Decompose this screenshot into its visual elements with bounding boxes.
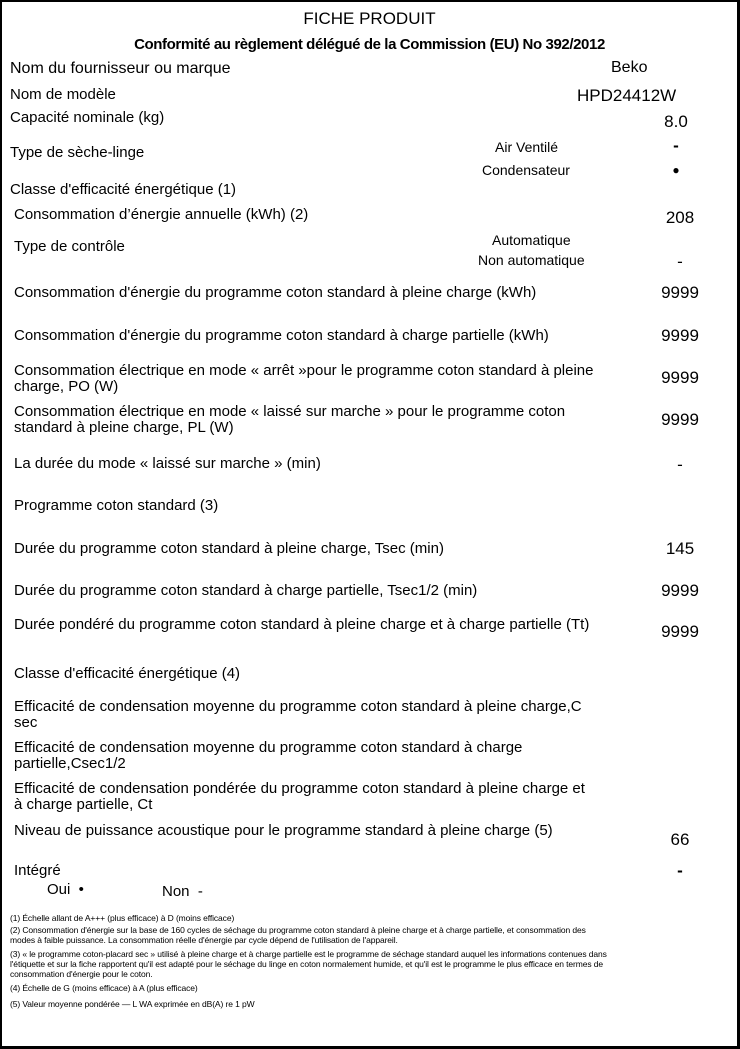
capacity-label: Capacité nominale (kg) bbox=[10, 109, 165, 126]
supplier-label: Nom du fournisseur ou marque bbox=[10, 60, 231, 77]
condenser-label: Condensateur bbox=[482, 162, 570, 178]
built-in-yes: Oui • bbox=[47, 881, 84, 898]
annual-energy-value: 208 bbox=[665, 208, 695, 227]
energy-full-value: 9999 bbox=[661, 283, 699, 302]
power-left-on-value: 9999 bbox=[661, 410, 699, 429]
energy-class-4-label: Classe d'efficacité énergétique (4) bbox=[14, 665, 241, 682]
energy-partial-value: 9999 bbox=[661, 326, 699, 345]
energy-class-label: Classe d'efficacité énergétique (1) bbox=[10, 181, 237, 198]
built-in-no: Non - bbox=[162, 883, 203, 900]
condensation-partial-label: Efficacité de condensation moyenne du programme coton standard à charge partielle,Csec1/2 bbox=[14, 739, 523, 772]
duration-weighted-value: 9999 bbox=[661, 622, 699, 641]
duration-full-label: Durée du programme coton standard à pleine charge, Tsec (min) bbox=[14, 540, 444, 557]
air-vented-label: Air Ventilé bbox=[495, 139, 559, 155]
dryer-type-label: Type de sèche-linge bbox=[10, 144, 145, 161]
footnote-5: (5) Valeur moyenne pondérée — L WA exprimée en dB(A) re 1 pW bbox=[10, 999, 255, 1009]
product-fiche bbox=[2, 2, 737, 1046]
footnote-4: (4) Échelle de G (moins efficace) à A (plus efficace) bbox=[10, 983, 198, 993]
model-value: HPD24412W bbox=[577, 86, 677, 105]
control-type-value: - bbox=[677, 252, 683, 271]
noise-label: Niveau de puissance acoustique pour le programme standard à pleine charge (5) bbox=[14, 822, 553, 839]
duration-full-value: 145 bbox=[665, 539, 695, 558]
built-in-value: - bbox=[677, 861, 683, 880]
condenser-value: ● bbox=[672, 163, 680, 177]
automatic-label: Automatique bbox=[492, 232, 571, 248]
non-automatic-label: Non automatique bbox=[478, 252, 585, 268]
footnote-2: (2) Consommation d'énergie sur la base de 160 cycles de séchage du programme coton standard à pleine charge et à charge partielle, et consommation des modes à faible puissance. La consommation réelle d'énergie par cycle dépend de l'utilisation de l'appareil. bbox=[10, 925, 586, 945]
condensation-weighted-label: Efficacité de condensation pondérée du programme coton standard à pleine charge et à charge partielle, Ct bbox=[14, 780, 585, 813]
power-off-label: Consommation électrique en mode « arrêt »pour le programme coton standard à pleine charge, PO (W) bbox=[14, 362, 594, 395]
capacity-value: 8.0 bbox=[664, 112, 688, 131]
built-in-label: Intégré bbox=[14, 862, 61, 879]
duration-partial-value: 9999 bbox=[661, 581, 699, 600]
footnote-1: (1) Échelle allant de A+++ (plus efficace) à D (moins efficace) bbox=[10, 913, 235, 923]
standard-program-label: Programme coton standard (3) bbox=[14, 497, 219, 514]
energy-partial-label: Consommation d'énergie du programme coton standard à charge partielle (kWh) bbox=[14, 327, 549, 344]
regulation-subtitle: Conformité au règlement délégué de la Commission (EU) No 392/2012 bbox=[134, 36, 605, 53]
duration-weighted-label: Durée pondéré du programme coton standard à pleine charge et à charge partielle (Tt) bbox=[14, 616, 590, 633]
duration-partial-label: Durée du programme coton standard à charge partielle, Tsec1/2 (min) bbox=[14, 582, 478, 599]
power-left-on-label: Consommation électrique en mode « laissé sur marche » pour le programme coton standard à pleine charge, PL (W) bbox=[14, 403, 566, 436]
model-label: Nom de modèle bbox=[10, 86, 116, 103]
supplier-value: Beko bbox=[611, 59, 648, 76]
left-on-duration-value: - bbox=[677, 455, 683, 474]
air-vented-value: - bbox=[673, 136, 679, 155]
page-title: FICHE PRODUIT bbox=[303, 9, 436, 28]
power-off-value: 9999 bbox=[661, 368, 699, 387]
left-on-duration-label: La durée du mode « laissé sur marche » (min) bbox=[14, 455, 321, 472]
energy-full-label: Consommation d'énergie du programme coton standard à pleine charge (kWh) bbox=[14, 284, 537, 301]
condensation-full-label: Efficacité de condensation moyenne du programme coton standard à pleine charge,C sec bbox=[14, 698, 582, 731]
footnote-3: (3) « le programme coton-placard sec » utilisé à pleine charge et à charge partielle est le programme de séchage standard auquel les informations contenues dans l'étiquette et sur la fiche rapportent qu'il est adapté pour le séchage du linge en coton normalement humide, et qu'il est le programme le plus efficace en termes de consommation d'énergie pour le coton. bbox=[10, 949, 607, 979]
annual-energy-label: Consommation d’énergie annuelle (kWh) (2) bbox=[14, 206, 309, 223]
control-type-label: Type de contrôle bbox=[14, 238, 125, 255]
noise-value: 66 bbox=[670, 830, 690, 849]
